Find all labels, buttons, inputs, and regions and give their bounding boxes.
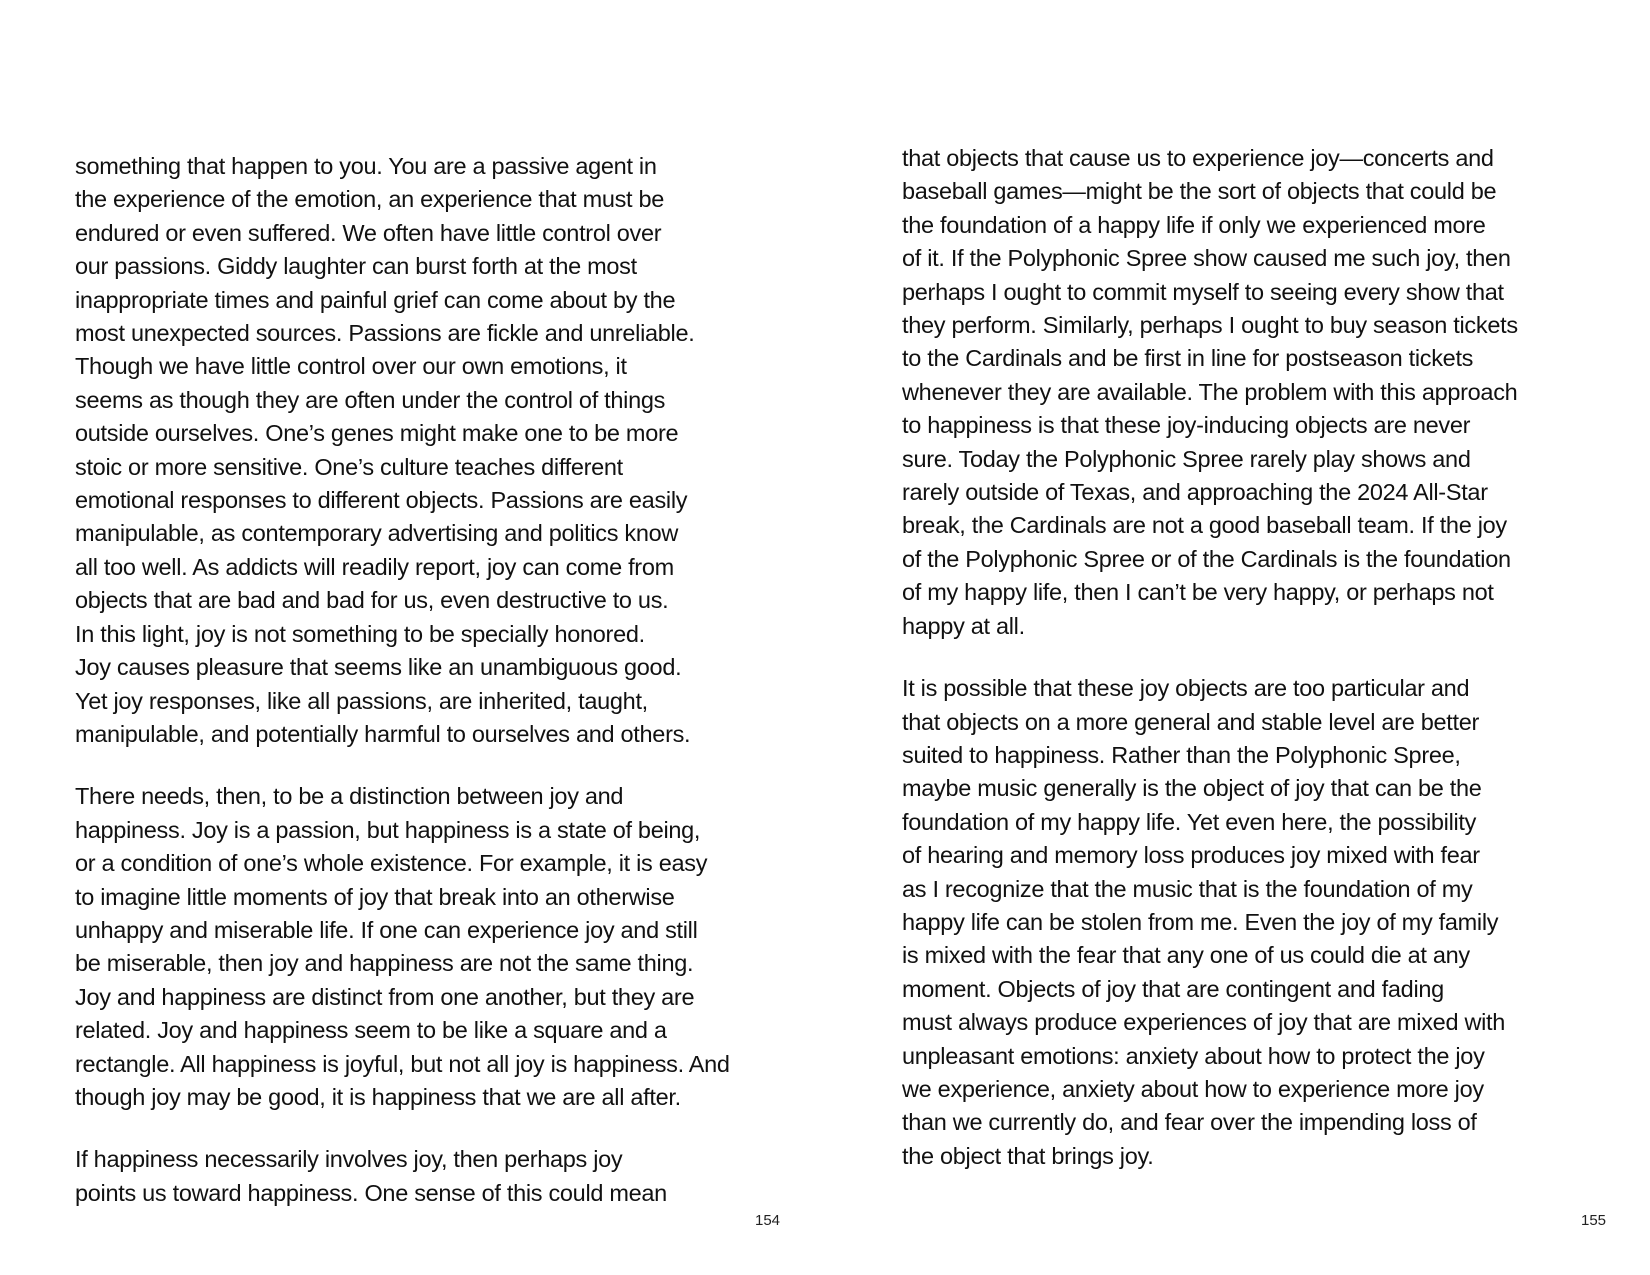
text-line: we experience, anxiety about how to experience more joy [902,1075,1484,1102]
text-line: If happiness necessarily involves joy, then perhaps joy [75,1146,623,1173]
right-page-body [902,142,1518,1173]
text-line: moment. Objects of joy that are contingent and fading [902,975,1444,1002]
text-line: is mixed with the fear that any one of us could die at any [902,942,1470,969]
text-line: objects that are bad and bad for us, even destructive to us. [75,587,669,614]
text-line: Yet joy responses, like all passions, are inherited, taught, [75,687,648,714]
text-line: the experience of the emotion, an experience that must be [75,186,665,213]
text-line: It is possible that these joy objects are too particular and [902,675,1470,702]
text-line: that objects that cause us to experience joy—concerts and [902,145,1494,171]
text-line: all too well. As addicts will readily report, joy can come from [75,553,674,580]
text-line: must always produce experiences of joy that are mixed with [902,1009,1506,1036]
text-line: manipulable, and potentially harmful to ourselves and others. [75,720,691,747]
text-line: of the Polyphonic Spree or of the Cardinals is the foundation [902,545,1511,572]
text-line: manipulable, as contemporary advertising and politics know [75,520,679,547]
text-line: to imagine little moments of joy that break into an otherwise [75,883,675,910]
text-line: rarely outside of Texas, and approaching the 2024 All-Star [902,479,1488,506]
text-line: of my happy life, then I can’t be very happy, or perhaps not [902,579,1494,606]
text-line: emotional responses to different objects. Passions are easily [75,487,688,514]
left-page-body [75,150,730,1210]
paragraph [902,672,1518,1173]
paragraph [902,142,1518,643]
text-line: whenever they are available. The problem with this approach [902,378,1518,405]
text-line: most unexpected sources. Passions are fickle and unreliable. [75,320,695,347]
text-line: break, the Cardinals are not a good baseball team. If the joy [902,512,1507,539]
text-line: perhaps I ought to commit myself to seeing every show that [902,278,1504,305]
text-line: Joy and happiness are distinct from one another, but they are [75,983,695,1010]
text-line: In this light, joy is not something to be specially honored. [75,620,645,647]
text-line: Joy causes pleasure that seems like an unambiguous good. [75,654,682,681]
text-line: our passions. Giddy laughter can burst forth at the most [75,253,637,280]
text-line: sure. Today the Polyphonic Spree rarely play shows and [902,445,1471,472]
paragraph [75,780,730,1114]
text-line: related. Joy and happiness seem to be like a square and a [75,1017,667,1044]
text-line: unhappy and miserable life. If one can experience joy and still [75,916,698,943]
text-line: as I recognize that the music that is the foundation of my [902,875,1473,902]
paragraph [75,150,730,751]
paragraph [75,1143,730,1210]
text-line: Though we have little control over our own emotions, it [75,353,627,380]
text-line: than we currently do, and fear over the impending loss of [902,1109,1477,1136]
page-number: 155 [1581,1212,1607,1229]
text-line: of hearing and memory loss produces joy mixed with fear [902,842,1480,869]
text-line: to the Cardinals and be first in line for postseason tickets [902,345,1474,372]
text-line: unpleasant emotions: anxiety about how to protect the joy [902,1042,1485,1069]
text-line: happy life can be stolen from me. Even the joy of my family [902,908,1499,935]
text-line: maybe music generally is the object of joy that can be the [902,775,1482,802]
text-line: they perform. Similarly, perhaps I ought to buy season tickets [902,312,1518,339]
text-line: that objects on a more general and stable level are better [902,708,1479,735]
text-line: the object that brings joy. [902,1142,1154,1169]
text-line: suited to happiness. Rather than the Polyphonic Spree, [902,741,1461,768]
text-line: outside ourselves. One’s genes might make one to be more [75,420,679,447]
text-line: to happiness is that these joy-inducing objects are never [902,412,1471,439]
text-line: inappropriate times and painful grief can come about by the [75,286,676,313]
text-line: seems as though they are often under the control of things [75,386,666,413]
text-line: endured or even suffered. We often have little control over [75,219,662,246]
text-line: or a condition of one’s whole existence. For example, it is easy [75,850,708,877]
text-line: though joy may be good, it is happiness that we are all after. [75,1083,681,1110]
text-line: rectangle. All happiness is joyful, but not all joy is happiness. And [75,1050,730,1077]
text-line: something that happen to you. You are a passive agent in [75,153,657,179]
text-line: be miserable, then joy and happiness are not the same thing. [75,950,694,977]
text-line: There needs, then, to be a distinction between joy and [75,783,624,810]
text-line: foundation of my happy life. Yet even here, the possibility [902,808,1477,835]
text-line: happiness. Joy is a passion, but happiness is a state of being, [75,816,701,843]
text-line: baseball games—might be the sort of objects that could be [902,178,1497,205]
text-line: the foundation of a happy life if only we experienced more [902,211,1486,238]
page-number: 154 [755,1212,781,1229]
text-line: of it. If the Polyphonic Spree show caused me such joy, then [902,245,1511,272]
text-line: points us toward happiness. One sense of this could mean [75,1179,667,1206]
text-line: happy at all. [902,612,1025,639]
text-line: stoic or more sensitive. One’s culture teaches different [75,453,623,480]
right-page [825,0,1650,1275]
